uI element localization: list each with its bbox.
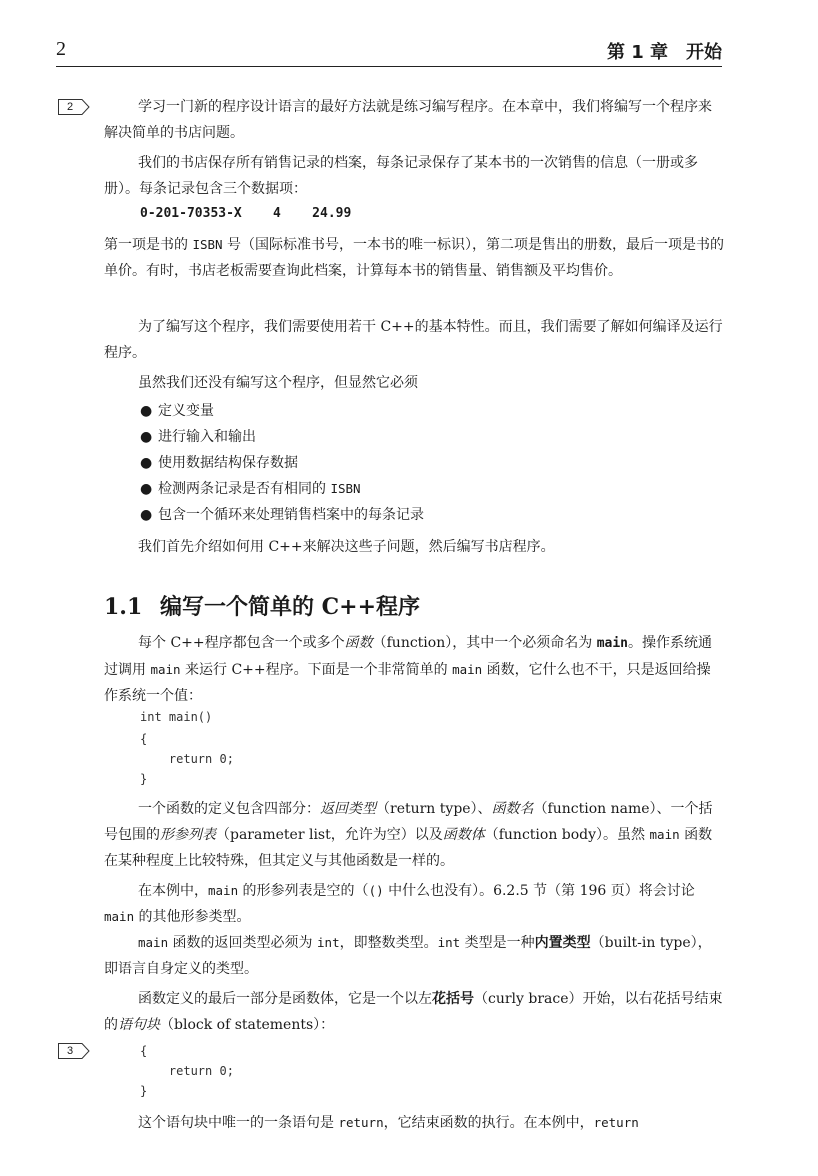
intro-paragraph-3: 第一项是书的 ISBN 号（国际标准书号，一本书的唯一标识），第二项是售出的册数，最后一项是书的单价。有时，书店老板需要查询此档案，计算每本书的销售量、销售额及平均售价。 [104,237,725,279]
code-line: { [140,732,148,746]
code-line: return 0; [140,752,234,766]
code-line: } [140,1084,148,1098]
page-number: 2 [56,38,66,60]
code-line: } [140,772,148,786]
list-item: ● 检测两条记录是否有相同的 ISBN [140,481,361,497]
section-paragraph-1: 每个 C++程序都包含一个或多个函数（function），其中一个必须命名为 main。操作系统通过调用 main 来运行 C++程序。下面是一个非常简单的 main 函数，它什么也不干，只是返回给操作系统一个值： [104,635,712,704]
code-line: return 0; [140,1064,234,1078]
section-paragraph-2: 一个函数的定义包含四部分：返回类型（return type）、函数名（function name）、一个括号包围的形参列表（parameter list，允许为空）以及函数体（function body）。虽然 main 函数在某种程度上比较特殊，但其定义与其他函数是一样的。 [104,801,713,869]
list-item: ● 进行输入和输出 [140,429,256,445]
section-paragraph-6: 这个语句块中唯一的一条语句是 return，它结束函数的执行。在本例中，return [138,1115,639,1131]
intro-paragraph-4: 为了编写这个程序，我们需要使用若干 C++的基本特性。而且，我们需要了解如何编译及运行程序。 [104,319,723,361]
list-item: ● 定义变量 [140,403,214,419]
header-rule [56,66,722,67]
list-item: ● 包含一个循环来处理销售档案中的每条记录 [140,507,424,523]
margin-page-marker: 3 [58,1043,90,1059]
intro-paragraph-5: 虽然我们还没有编写这个程序，但显然它必须 [138,375,418,391]
intro-paragraph-2: 我们的书店保存所有销售记录的档案，每条记录保存了某本书的一次销售的信息（一册或多册）。每条记录包含三个数据项： [104,155,698,197]
section-heading: 1.1 编写一个简单的 C++程序 [104,594,421,620]
code-line: { [140,1044,148,1058]
intro-paragraph-6: 我们首先介绍如何用 C++来解决这些子问题，然后编写书店程序。 [138,539,555,555]
record-example: 0-201-70353-X 4 24.99 [140,206,352,221]
margin-page-marker: 2 [58,99,90,115]
chapter-title: 第 1 章 开始 [606,42,722,63]
list-item: ● 使用数据结构保存数据 [140,455,298,471]
code-line: int main() [140,710,213,724]
intro-paragraph-1: 学习一门新的程序设计语言的最好方法就是练习编写程序。在本章中，我们将编写一个程序来解决简单的书店问题。 [104,99,712,141]
section-paragraph-5: 函数定义的最后一部分是函数体，它是一个以左花括号（curly brace）开始，以右花括号结束的语句块（block of statements）： [104,991,723,1033]
section-paragraph-4: main 函数的返回类型必须为 int，即整数类型。int 类型是一种内置类型（built-in type），即语言自身定义的类型。 [104,935,712,977]
section-paragraph-3: 在本例中，main 的形参列表是空的（() 中什么也没有）。6.2.5 节（第 196 页）将会讨论 main 的其他形参类型。 [104,883,695,925]
